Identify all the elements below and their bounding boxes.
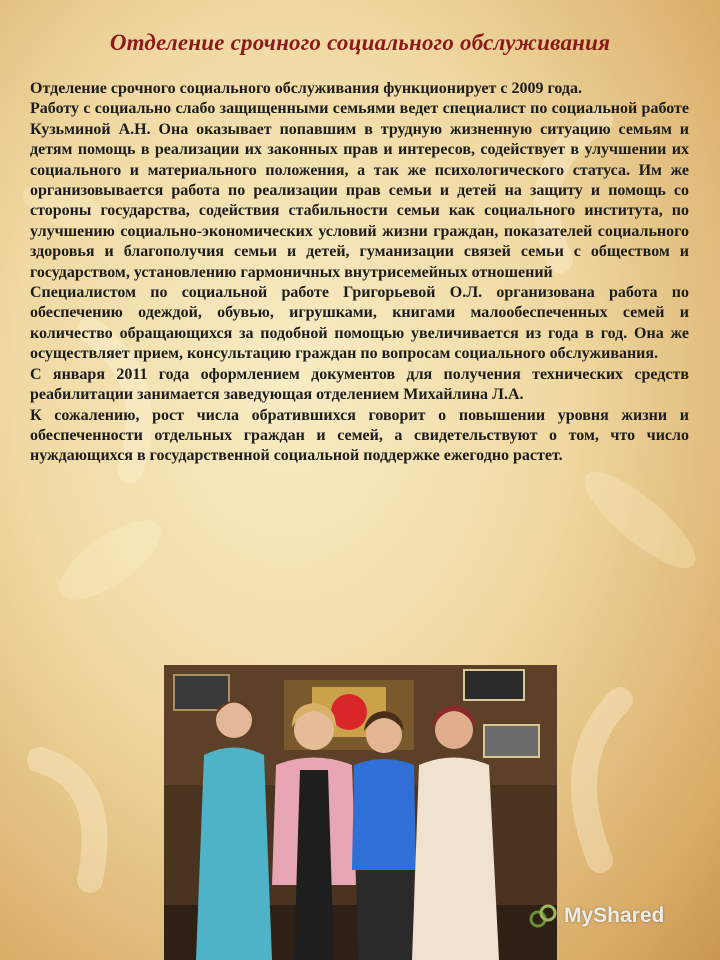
paragraph-kuzmina: Работу с социально слабо защищенными семьями ведет специалист по социальной работе Кузьминой А.Н. Она оказывает попавшим в трудную жизненную ситуацию семьям и детям помощь в реализации их законных прав и интересов, содействует в улучшении их социального и материального положения, а так же психологического статуса. Им же организовывается работа по реализации прав семьи и детей на защиту и помощь со стороны государства, содействия стабильности семьи как социального института, по улучшению социально-экономических условий жизни граждан, показателей социального здоровья и благополучия семьи и детей, гуманизации связей семьи с обществом и государством, установлению гармоничных внутрисемейных отношений: [30, 100, 689, 281]
watermark-text: MyShared: [564, 904, 665, 927]
paragraph-grigorieva: Специалистом по социальной работе Григорьевой О.Л. организована работа по обеспечению одеждой, обувью, игрушками, книгами малообеспеченных семей и количество обращающихся за подобной помощью увеличивается из года в год. Она же осуществляет прием, консультацию граждан по вопросам социального обслуживания.: [30, 284, 689, 363]
myshared-logo-icon: [528, 901, 558, 931]
myshared-watermark: [528, 898, 698, 934]
paragraph-mikhailina: С января 2011 года оформлением документов для получения технических средств реабилитации занимается заведующая отделением Михайлина Л.А.: [30, 365, 689, 404]
paragraph-conclusion: К сожалению, рост числа обратившихся говорит о повышении уровня жизни и обеспеченности отдельных граждан и семей, а свидетельствуют о том, что число нуждающихся в государственной социальной поддержке ежегодно растет.: [30, 406, 689, 465]
slide-body: [30, 79, 689, 467]
group-photo: [164, 665, 557, 960]
slide-title: Отделение срочного социального обслуживания: [109, 30, 611, 55]
paragraph-founded: Отделение срочного социального обслуживания функционирует с 2009 года.: [30, 80, 582, 97]
